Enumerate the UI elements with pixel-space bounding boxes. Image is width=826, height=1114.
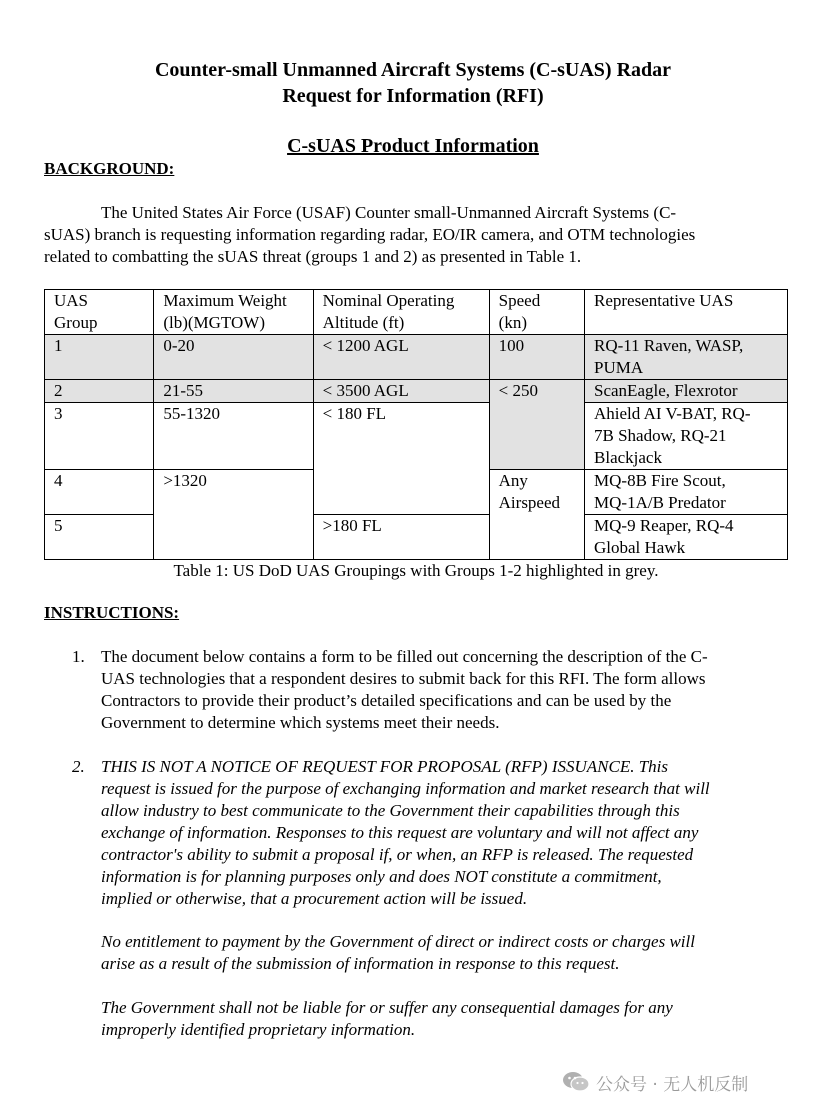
item-line: exchange of information. Responses to this request are voluntary and will not affect any <box>101 823 699 842</box>
cell-weight <box>154 335 313 380</box>
paragraph-line: related to combatting the sUAS threat (groups 1 and 2) as presented in Table 1. <box>44 247 582 266</box>
cell-text: Global Hawk <box>594 538 686 557</box>
cell-text: RQ-11 Raven, WASP, <box>594 336 744 355</box>
header-text: (lb)(MGTOW) <box>163 313 265 332</box>
item-line: improperly identified proprietary information. <box>101 1020 416 1039</box>
item-number: 2. <box>72 757 85 776</box>
table-caption: Table 1: US DoD UAS Groupings with Groups 1-2 highlighted in grey. <box>173 561 659 580</box>
table-row-group3 <box>45 403 788 470</box>
table-row-group2 <box>45 380 788 403</box>
cell-text: < 3500 AGL <box>322 381 409 400</box>
cell-weight <box>154 403 313 470</box>
document-subtitle <box>0 133 826 159</box>
cell-text: Ahield AI V-BAT, RQ- <box>594 404 751 423</box>
cell-text: MQ-8B Fire Scout, <box>594 471 726 490</box>
header-text: Group <box>54 313 98 332</box>
cell-text: 0-20 <box>163 336 195 355</box>
cell-text: Airspeed <box>498 493 561 512</box>
item-line: UAS technologies that a respondent desires to submit back for this RFI. The form allows <box>101 669 706 688</box>
background-paragraph <box>44 202 784 268</box>
cell-uas <box>585 515 788 560</box>
item2-paragraph-entitlement <box>101 931 695 975</box>
cell-uas <box>585 403 788 470</box>
cell-group <box>45 380 154 403</box>
item-line: request is issued for the purpose of exchanging information and market research that will <box>101 779 710 798</box>
cell-altitude <box>313 515 489 560</box>
cell-altitude <box>313 335 489 380</box>
item-line: implied or otherwise, that a procurement action will be issued. <box>101 889 528 908</box>
item-line: information is for planning purposes only and does NOT constitute a commitment, <box>101 867 662 886</box>
cell-speed <box>489 335 584 380</box>
header-text: Speed <box>498 291 541 310</box>
paragraph-line: The United States Air Force (USAF) Counter small-Unmanned Aircraft Systems (C- <box>101 203 677 222</box>
header-max-weight <box>154 290 313 335</box>
cell-text: MQ-9 Reaper, RQ-4 <box>594 516 734 535</box>
cell-text: 55-1320 <box>163 404 220 423</box>
watermark <box>562 1068 748 1096</box>
cell-text: 1 <box>54 336 63 355</box>
table-row-group1 <box>45 335 788 380</box>
cell-text: >1320 <box>163 471 207 490</box>
cell-speed <box>489 470 584 560</box>
cell-group <box>45 470 154 515</box>
document-title-line2: Request for Information (RFI) <box>282 85 544 107</box>
cell-text: PUMA <box>594 358 644 377</box>
cell-uas <box>585 470 788 515</box>
item-line: No entitlement to payment by the Government of direct or indirect costs or charges will <box>101 932 695 951</box>
item-body <box>101 756 710 910</box>
watermark-text: 公众号 · 无人机反制 <box>596 1074 749 1095</box>
item2-paragraph-liability <box>101 997 673 1041</box>
cell-group <box>45 403 154 470</box>
document-title-line1: Counter-small Unmanned Aircraft Systems (C-sUAS) Radar <box>154 59 672 81</box>
item-line: contractor's ability to submit a proposal if, or when, an RFP is released. The requested <box>101 845 694 864</box>
header-text: Nominal Operating <box>322 291 455 310</box>
cell-text: < 1200 AGL <box>322 336 409 355</box>
header-text: Representative UAS <box>594 291 734 310</box>
header-text: Altitude (ft) <box>322 313 405 332</box>
paragraph-line: sUAS) branch is requesting information regarding radar, EO/IR camera, and OTM technologies <box>44 225 696 244</box>
subtitle-text: C-sUAS Product Information <box>287 135 539 157</box>
cell-uas <box>585 380 788 403</box>
cell-text: Any <box>498 471 528 490</box>
cell-text: 100 <box>498 336 525 355</box>
header-text: (kn) <box>498 313 527 332</box>
item-line: The Government shall not be liable for or suffer any consequential damages for any <box>101 998 673 1017</box>
cell-altitude <box>313 380 489 403</box>
cell-uas <box>585 335 788 380</box>
header-representative-uas <box>585 290 788 335</box>
cell-weight <box>154 380 313 403</box>
cell-text: >180 FL <box>322 516 382 535</box>
uas-groups-table <box>44 289 788 560</box>
item-line: allow industry to best communicate to the Government their capabilities through this <box>101 801 680 820</box>
item-body <box>101 646 708 734</box>
cell-text: 4 <box>54 471 63 490</box>
cell-text: 7B Shadow, RQ-21 <box>594 426 727 445</box>
header-altitude <box>313 290 489 335</box>
wechat-icon <box>562 1070 590 1094</box>
item-line: Government to determine which systems meet their needs. <box>101 713 500 732</box>
cell-text: < 180 FL <box>322 404 387 423</box>
item-line: The document below contains a form to be filled out concerning the description of the C- <box>101 647 708 666</box>
cell-group <box>45 335 154 380</box>
cell-text: MQ-1A/B Predator <box>594 493 726 512</box>
cell-text: 3 <box>54 404 63 423</box>
table-header-row <box>45 290 788 335</box>
cell-text: Blackjack <box>594 448 662 467</box>
cell-weight <box>154 470 313 560</box>
cell-altitude <box>313 403 489 515</box>
header-uas-group <box>45 290 154 335</box>
cell-text: 21-55 <box>163 381 203 400</box>
cell-speed <box>489 380 584 470</box>
instructions-heading: INSTRUCTIONS: <box>44 603 180 622</box>
background-heading: BACKGROUND: <box>44 159 175 178</box>
cell-text: 5 <box>54 516 63 535</box>
header-text: UAS <box>54 291 89 310</box>
item-line: arise as a result of the submission of information in response to this request. <box>101 954 620 973</box>
cell-text: < 250 <box>498 381 538 400</box>
item-number: 1. <box>72 647 85 666</box>
header-speed <box>489 290 584 335</box>
item-line: THIS IS NOT A NOTICE OF REQUEST FOR PROPOSAL (RFP) ISSUANCE. This <box>101 757 668 776</box>
cell-group <box>45 515 154 560</box>
header-text: Maximum Weight <box>163 291 287 310</box>
item-line: Contractors to provide their product’s detailed specifications and can be used by the <box>101 691 672 710</box>
cell-text: ScanEagle, Flexrotor <box>594 381 738 400</box>
cell-text: 2 <box>54 381 63 400</box>
